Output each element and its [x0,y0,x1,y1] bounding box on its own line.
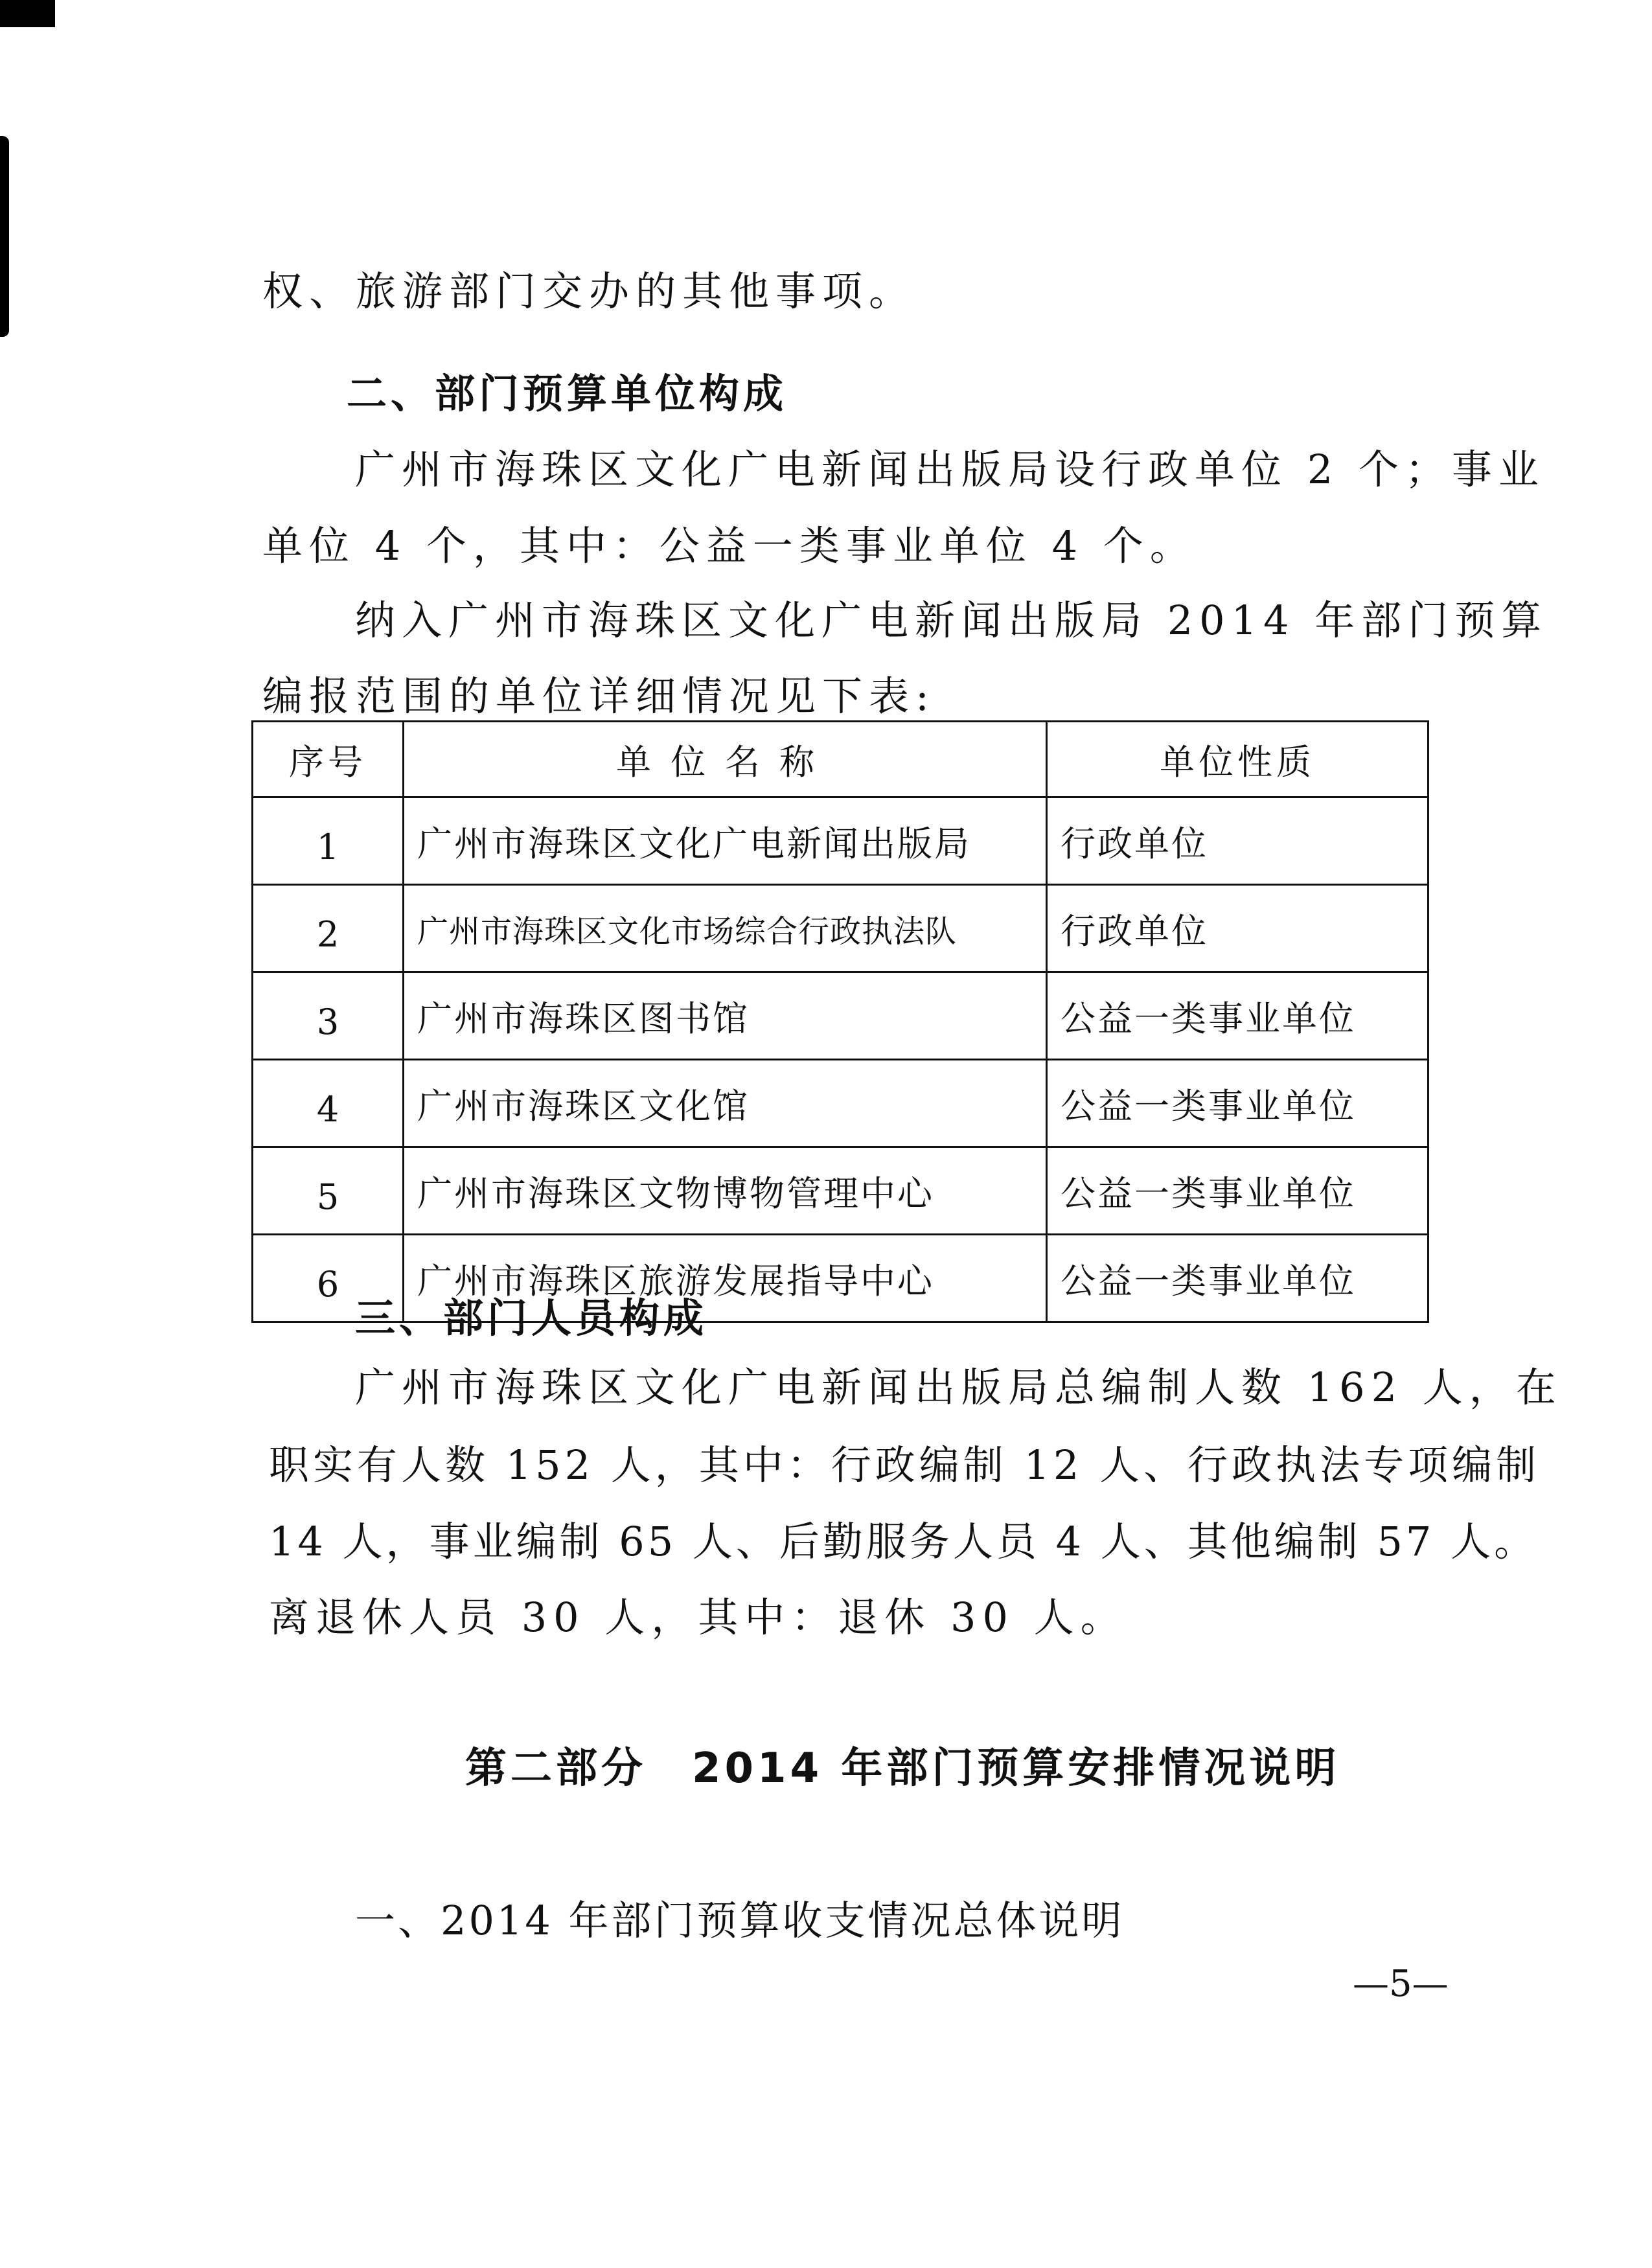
section-heading-staff: 三、部门人员构成 [355,1294,708,1342]
row-index: 2 [253,885,404,972]
table-row [253,1060,1428,1147]
row-unit-name: 广州市海珠区文化馆 [404,1060,1047,1147]
scan-binding-shadow [0,136,9,337]
table-header-row [253,722,1428,797]
scan-edge-mark [0,0,55,27]
paragraph-staff-line-1: 广州市海珠区文化广电新闻出版局总编制人数 162 人，在 [355,1364,1563,1411]
paragraph-units-line-2: 单位 4 个，其中：公益一类事业单位 4 个。 [262,522,1197,569]
header-index: 序号 [253,722,404,797]
section-heading-overview: 一、2014 年部门预算收支情况总体说明 [355,1897,1125,1944]
table-row [253,972,1428,1060]
table-row [253,797,1428,885]
paragraph-units-line-4: 编报范围的单位详细情况见下表: [262,672,935,720]
row-index: 6 [253,1235,404,1322]
row-unit-type: 公益一类事业单位 [1047,1060,1428,1147]
row-index: 5 [253,1147,404,1235]
section-heading-units: 二、部门预算单位构成 [347,370,788,417]
row-unit-name: 广州市海珠区旅游发展指导中心 [404,1235,1047,1322]
row-unit-name: 广州市海珠区文物博物管理中心 [404,1147,1047,1235]
row-index: 4 [253,1060,404,1147]
paragraph-units-line-1: 广州市海珠区文化广电新闻出版局设行政单位 2 个；事业 [355,446,1545,493]
table-row [253,1147,1428,1235]
paragraph-units-line-3: 纳入广州市海珠区文化广电新闻出版局 2014 年部门预算 [355,597,1548,644]
part-title: 第二部分 2014 年部门预算安排情况说明 [465,1745,1340,1793]
table-row [253,885,1428,972]
header-unit-type: 单位性质 [1047,722,1428,797]
units-table [251,720,1429,1323]
page-number: —5— [1353,1963,1449,2005]
row-unit-type: 公益一类事业单位 [1047,1235,1428,1322]
row-unit-type: 公益一类事业单位 [1047,1147,1428,1235]
header-unit-name: 单位名称 [404,722,1047,797]
row-unit-type: 行政单位 [1047,885,1428,972]
row-index: 1 [253,797,404,885]
row-index: 3 [253,972,404,1060]
row-unit-name: 广州市海珠区文化广电新闻出版局 [404,797,1047,885]
paragraph-staff-line-3: 14 人，事业编制 65 人、后勤服务人员 4 人、其他编制 57 人。 [269,1518,1538,1565]
paragraph-staff-line-2: 职实有人数 152 人，其中：行政编制 12 人、行政执法专项编制 [269,1441,1541,1489]
row-unit-type: 公益一类事业单位 [1047,972,1428,1060]
row-unit-name: 广州市海珠区图书馆 [404,972,1047,1060]
paragraph-staff-line-4: 离退休人员 30 人，其中：退休 30 人。 [269,1594,1127,1641]
row-unit-name: 广州市海珠区文化市场综合行政执法队 [404,885,1047,972]
paragraph-intro-end: 权、旅游部门交办的其他事项。 [262,268,916,315]
row-unit-type: 行政单位 [1047,797,1428,885]
